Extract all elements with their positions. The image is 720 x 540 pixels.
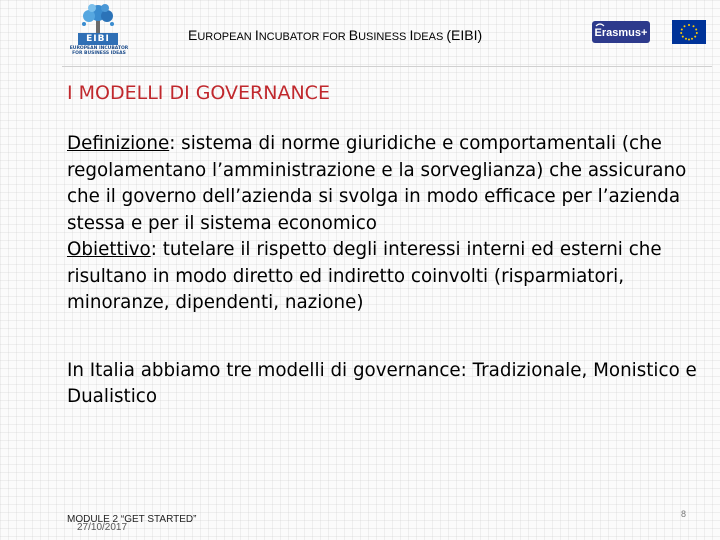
header-title-rest-0: UROPEAN	[197, 31, 255, 43]
tree-icon	[78, 2, 118, 36]
objective-term: Obiettivo	[67, 239, 151, 260]
closing-paragraph: In Italia abbiamo tre modelli di governance: Tradizionale, Monistico e Dualistico	[67, 359, 697, 407]
slide-title: I MODELLI DI GOVERNANCE	[67, 82, 330, 104]
slide-body	[67, 131, 697, 411]
objective-paragraph	[67, 237, 697, 317]
header-title-cap-2: B	[348, 27, 359, 43]
erasmus-logo	[592, 21, 650, 43]
header-title-cap-3: I	[409, 27, 414, 43]
page-number: 8	[681, 509, 687, 519]
objective-text: : tutelare il rispetto degli interessi interni ed esterni che risultano in modo diretto ed indiretto coinvolti (risparmiatori, minoranze, dipendenti, nazione)	[67, 239, 662, 313]
erasmus-logo-text: Erasmus+	[594, 27, 648, 39]
header-title-cap-1: I	[254, 27, 259, 43]
header-title-rest-3: DEAS	[413, 31, 447, 43]
eibi-logo-word: EIBI	[78, 33, 118, 45]
footer-module: MODULE 2 “GET STARTED”	[67, 514, 197, 525]
definition-term: Definizione	[67, 133, 170, 154]
header-divider	[62, 66, 712, 67]
header-title-cap-0: E	[188, 27, 198, 43]
eu-flag-icon	[672, 20, 706, 44]
definition-paragraph	[67, 131, 697, 237]
header-title-cap-4: (EIBI)	[446, 27, 483, 43]
header-title-rest-1: NCUBATOR FOR	[258, 31, 349, 43]
footer-date: 27/10/2017	[77, 522, 128, 533]
header-title	[188, 27, 482, 43]
eibi-logo-subtitle: EUROPEAN INCUBATOR FOR BUSINESS IDEAS	[69, 46, 129, 56]
definition-text: : sistema di norme giuridiche e comportamentali (che regolamentano l’amministrazione e la sorveglianza) che assicurano che il governo dell’azienda si svolga in modo efficace per l’azienda stessa e per il sistema economico	[67, 133, 687, 234]
eibi-logo	[62, 2, 134, 64]
header-title-rest-2: USINESS	[358, 31, 410, 43]
